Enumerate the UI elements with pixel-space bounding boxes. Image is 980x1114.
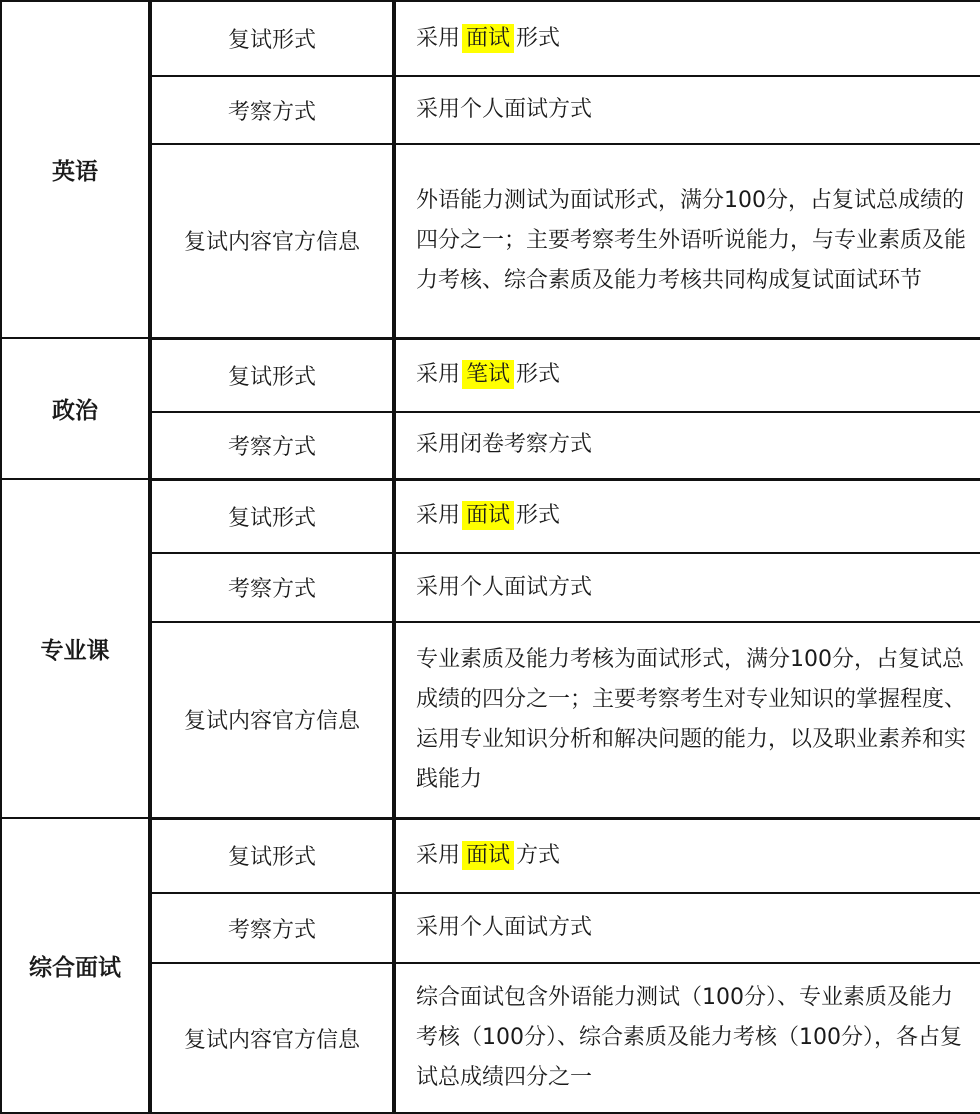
row-label: 复试形式 (150, 1, 394, 76)
row-label: 复试形式 (150, 338, 394, 412)
row-value: 外语能力测试为面试形式，满分100分，占复试总成绩的四分之一；主要考察考生外语听说能力，与专业素质及能力考核、综合素质及能力考核共同构成复试面试环节 (394, 144, 980, 338)
row-value (394, 479, 980, 553)
row-label: 复试形式 (150, 818, 394, 893)
row-value: 采用个人面试方式 (394, 553, 980, 622)
row-value: 采用闭卷考察方式 (394, 412, 980, 479)
value-prefix: 采用 (416, 503, 461, 529)
value-suffix: 形式 (516, 362, 561, 388)
value-suffix: 方式 (516, 842, 561, 868)
highlighted-term: 面试 (462, 501, 514, 530)
row-value: 采用个人面试方式 (394, 893, 980, 963)
subject-english: 英语 (1, 1, 150, 338)
row-label: 复试内容官方信息 (150, 963, 394, 1113)
row-value: 专业素质及能力考核为面试形式，满分100分，占复试总成绩的四分之一；主要考察考生对专业知识的掌握程度、运用专业知识分析和解决问题的能力，以及职业素养和实践能力 (394, 622, 980, 818)
value-prefix: 采用 (416, 362, 461, 388)
row-label: 复试内容官方信息 (150, 622, 394, 818)
row-value (394, 818, 980, 893)
highlighted-term: 笔试 (462, 360, 514, 389)
row-label: 复试形式 (150, 479, 394, 553)
value-prefix: 采用 (416, 25, 461, 51)
row-value: 综合面试包含外语能力测试（100分）、专业素质及能力考核（100分）、综合素质及能力考核（100分），各占复试总成绩四分之一 (394, 963, 980, 1113)
row-label: 考察方式 (150, 553, 394, 622)
value-suffix: 形式 (516, 25, 561, 51)
subject-comprehensive-interview: 综合面试 (1, 818, 150, 1113)
highlighted-term: 面试 (462, 24, 514, 53)
subject-major: 专业课 (1, 479, 150, 818)
value-prefix: 采用 (416, 842, 461, 868)
row-value: 采用个人面试方式 (394, 76, 980, 144)
row-label: 考察方式 (150, 76, 394, 144)
row-value (394, 338, 980, 412)
row-label: 考察方式 (150, 893, 394, 963)
highlighted-term: 面试 (462, 841, 514, 870)
subject-politics: 政治 (1, 338, 150, 479)
row-label: 考察方式 (150, 412, 394, 479)
row-value (394, 1, 980, 76)
row-label: 复试内容官方信息 (150, 144, 394, 338)
value-suffix: 形式 (516, 503, 561, 529)
